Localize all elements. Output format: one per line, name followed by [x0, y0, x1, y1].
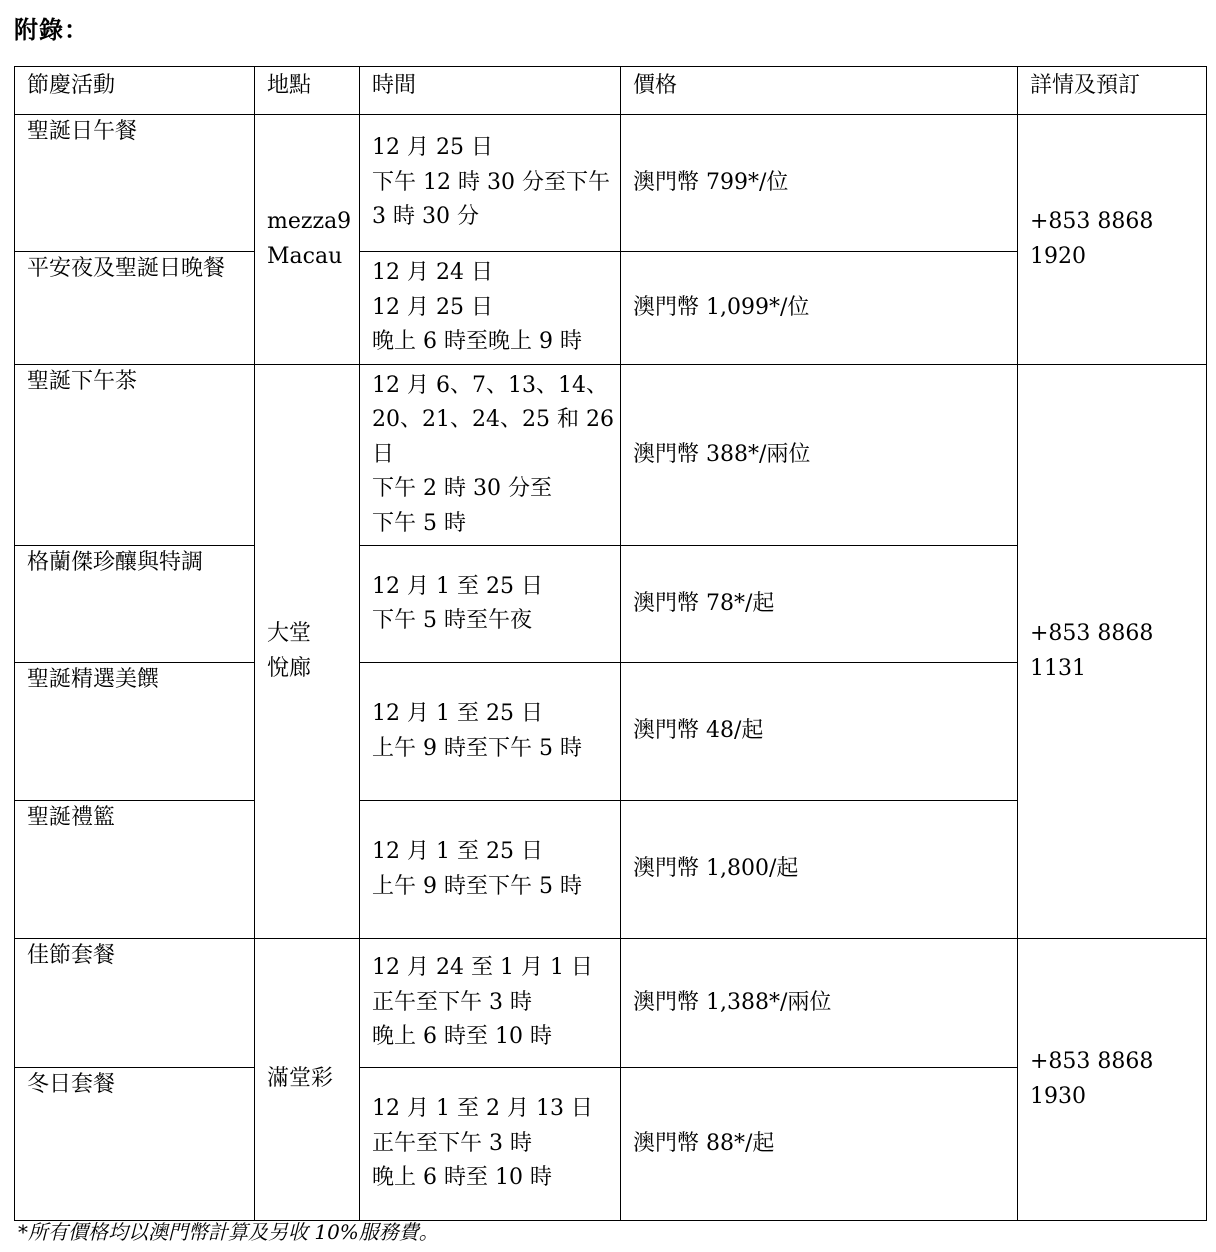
- time-cell: [360, 546, 621, 663]
- table-row: [15, 365, 1207, 546]
- time-line: 上午 9 時至下午 5 時: [372, 873, 582, 899]
- time-cell: [360, 365, 621, 546]
- event-cell: 平安夜及聖誕日晚餐: [15, 252, 255, 365]
- time-line: 日: [372, 441, 395, 467]
- time-cell: [360, 115, 621, 252]
- price-cell: 澳門幣 388*/兩位: [621, 365, 1018, 546]
- booking-phone: +853 8868 1920: [1018, 115, 1207, 365]
- time-line: 晚上 6 時至 10 時: [372, 1024, 552, 1050]
- time-cell: [360, 252, 621, 365]
- header-booking: 詳情及預訂: [1018, 67, 1207, 115]
- table-row: [15, 939, 1207, 1068]
- venue-name-line: 滿堂彩: [267, 1066, 334, 1092]
- time-line: 12 月 1 至 25 日: [372, 701, 543, 726]
- venue-cell: [255, 115, 360, 365]
- appendix-table: [14, 66, 1207, 1221]
- time-line: 3 時 30 分: [372, 204, 479, 230]
- venue-name-line: 悅廊: [267, 655, 312, 681]
- venue-name-line: mezza9: [267, 209, 352, 234]
- header-time: 時間: [360, 67, 621, 115]
- venue-name-line: 大堂: [267, 621, 312, 646]
- time-line: 下午 2 時 30 分至: [372, 476, 552, 502]
- price-cell: 澳門幣 1,388*/兩位: [621, 939, 1018, 1068]
- footnote: *所有價格均以澳門幣計算及另收 10%服務費。: [18, 1220, 439, 1244]
- venue-cell: [255, 365, 360, 939]
- time-line: 正午至下午 3 時: [372, 989, 532, 1015]
- time-line: 12 月 6、7、13、14、: [372, 372, 608, 398]
- booking-phone: +853 8868 1131: [1018, 365, 1207, 939]
- time-cell: [360, 939, 621, 1068]
- event-cell: 冬日套餐: [15, 1068, 255, 1221]
- price-cell: 澳門幣 799*/位: [621, 115, 1018, 252]
- price-cell: 澳門幣 48/起: [621, 663, 1018, 801]
- time-line: 12 月 1 至 2 月 13 日: [372, 1096, 593, 1122]
- venue-cell: [255, 939, 360, 1221]
- appendix-title: 附錄：: [14, 15, 89, 44]
- time-line: 12 月 24 日: [372, 260, 493, 286]
- header-event: 節慶活動: [15, 67, 255, 115]
- time-line: 12 月 25 日: [372, 294, 493, 320]
- time-cell: [360, 663, 621, 801]
- time-line: 上午 9 時至下午 5 時: [372, 735, 582, 761]
- event-cell: 聖誕日午餐: [15, 115, 255, 252]
- price-cell: 澳門幣 78*/起: [621, 546, 1018, 663]
- time-cell: [360, 801, 621, 939]
- price-cell: 澳門幣 88*/起: [621, 1068, 1018, 1221]
- event-cell: 聖誕下午茶: [15, 365, 255, 546]
- time-line: 下午 5 時: [372, 510, 466, 536]
- venue-name-line: Macau: [267, 243, 343, 269]
- time-line: 正午至下午 3 時: [372, 1130, 532, 1156]
- header-price: 價格: [621, 67, 1018, 115]
- time-line: 12 月 25 日: [372, 135, 493, 161]
- time-line: 12 月 24 至 1 月 1 日: [372, 955, 593, 981]
- time-line: 下午 12 時 30 分至下午: [372, 169, 610, 195]
- booking-phone: +853 8868 1930: [1018, 939, 1207, 1221]
- table-row: [15, 115, 1207, 252]
- time-line: 12 月 1 至 25 日: [372, 839, 543, 864]
- time-line: 晚上 6 時至 10 時: [372, 1165, 552, 1191]
- time-line: 晚上 6 時至晚上 9 時: [372, 329, 582, 355]
- event-cell: 格蘭傑珍釀與特調: [15, 546, 255, 663]
- time-cell: [360, 1068, 621, 1221]
- price-cell: 澳門幣 1,800/起: [621, 801, 1018, 939]
- time-line: 下午 5 時至午夜: [372, 608, 532, 633]
- time-line: 20、21、24、25 和 26: [372, 407, 614, 433]
- event-cell: 聖誕精選美饌: [15, 663, 255, 801]
- header-venue: 地點: [255, 67, 360, 115]
- time-line: 12 月 1 至 25 日: [372, 573, 543, 599]
- event-cell: 聖誕禮籃: [15, 801, 255, 939]
- price-cell: 澳門幣 1,099*/位: [621, 252, 1018, 365]
- event-cell: 佳節套餐: [15, 939, 255, 1068]
- table-header-row: [15, 67, 1207, 115]
